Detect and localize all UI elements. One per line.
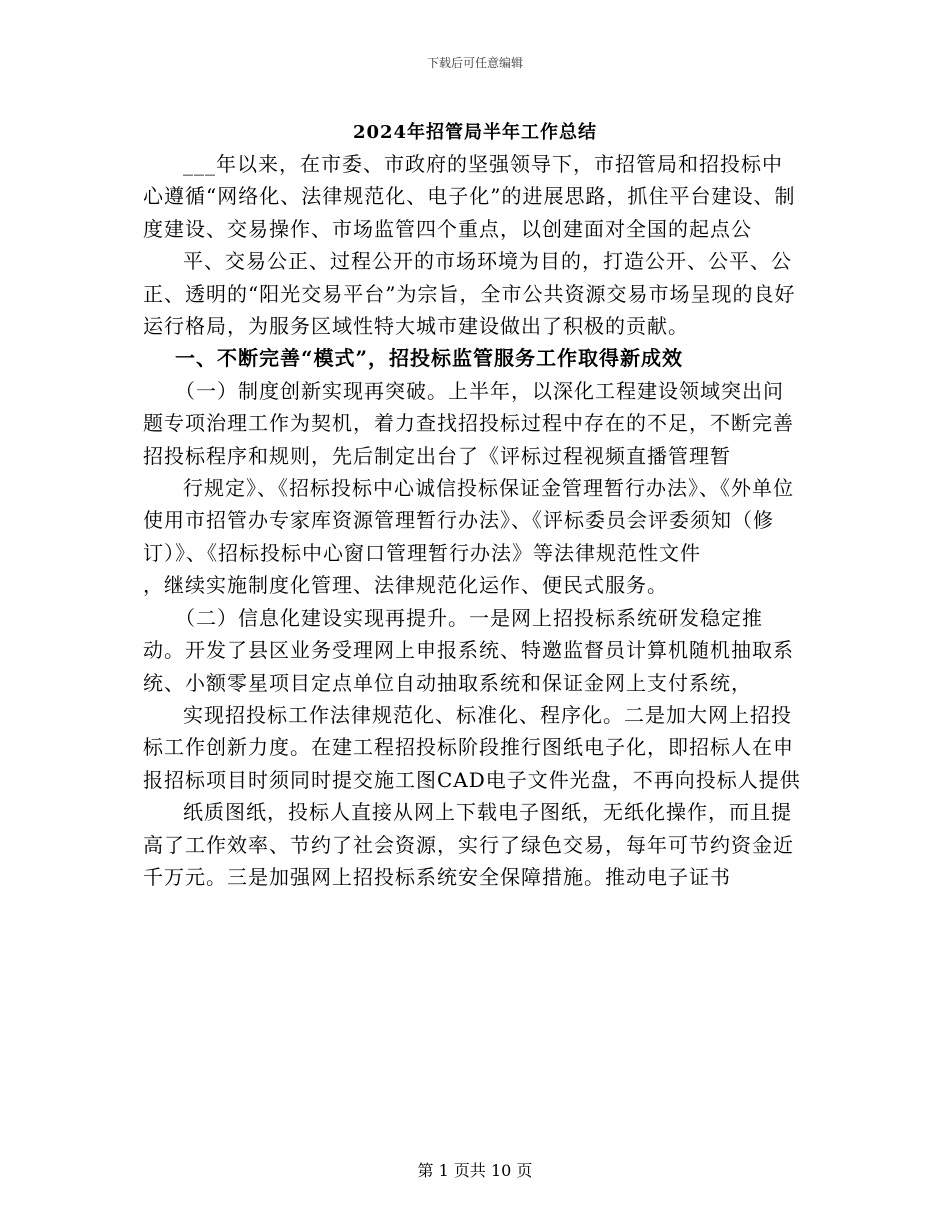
page-header-note: 下载后可任意编辑 (426, 56, 523, 70)
document-body (143, 148, 803, 893)
page-number-footer: 第 1 页共 10 页 (417, 1161, 533, 1180)
paragraph-system-innovation-tail: ，继续实施制度化管理、法律规范化运作、便民式服务。 (143, 573, 668, 598)
paragraph-intro: ___年以来，在市委、市政府的坚强领导下，市招管局和招投标中心遵循“网络化、法律规范化、电子化”的进展思路，抓住平台建设、制度建设、交易操作、市场监管四个重点，以创建面对全国的起点公 (143, 152, 796, 241)
paragraph-system-innovation-continued: 行规定》、《招标投标中心诚信投标保证金管理暂行办法》、《外单位使用市招管办专家库资源管理暂行办法》、《评标委员会评委须知（修订）》、《招标投标中心窗口管理暂行办法》等法律规范性文件 (143, 476, 794, 565)
paragraph-intro-continued: 平、交易公正、过程公开的市场环境为目的，打造公开、公平、公正、透明的“阳光交易平台”为宗旨，全市公共资源交易市场呈现的良好运行格局，为服务区域性特大城市建设做出了积极的贡献。 (143, 249, 796, 339)
paragraph-system-innovation: （一）制度创新实现再突破。上半年，以深化工程建设领域突出问题专项治理工作为契机，着力查找招投标过程中存在的不足，不断完善招投标程序和规则，先后制定出台了《评标过程视频直播管理暂 (143, 378, 794, 468)
paragraph-informatization-continued: 实现招投标工作法律规范化、标准化、程序化。二是加大网上招投标工作创新力度。在建工程招投标阶段推行图纸电子化，即招标人在申报招标项目时须同时提交施工图CAD电子文件光盘，不再向投标人提供 (143, 702, 801, 792)
document-title: 2024年招管局半年工作总结 (352, 122, 598, 143)
paragraph-informatization-tail: 纸质图纸，投标人直接从网上下载电子图纸，无纸化操作，而且提高了工作效率、节约了社会资源，实行了绿色交易，每年可节约资金近千万元。三是加强网上招投标系统安全保障措施。推动电子证书 (143, 800, 794, 889)
paragraph-informatization: （二）信息化建设实现再提升。一是网上招投标系统研发稳定推动。开发了县区业务受理网上申报系统、特邀监督员计算机随机抽取系统、小额零星项目定点单位自动抽取系统和保证金网上支付系统， (143, 605, 794, 695)
section-heading-1: 一、不断完善“模式”，招投标监管服务工作取得新成效 (175, 346, 684, 371)
